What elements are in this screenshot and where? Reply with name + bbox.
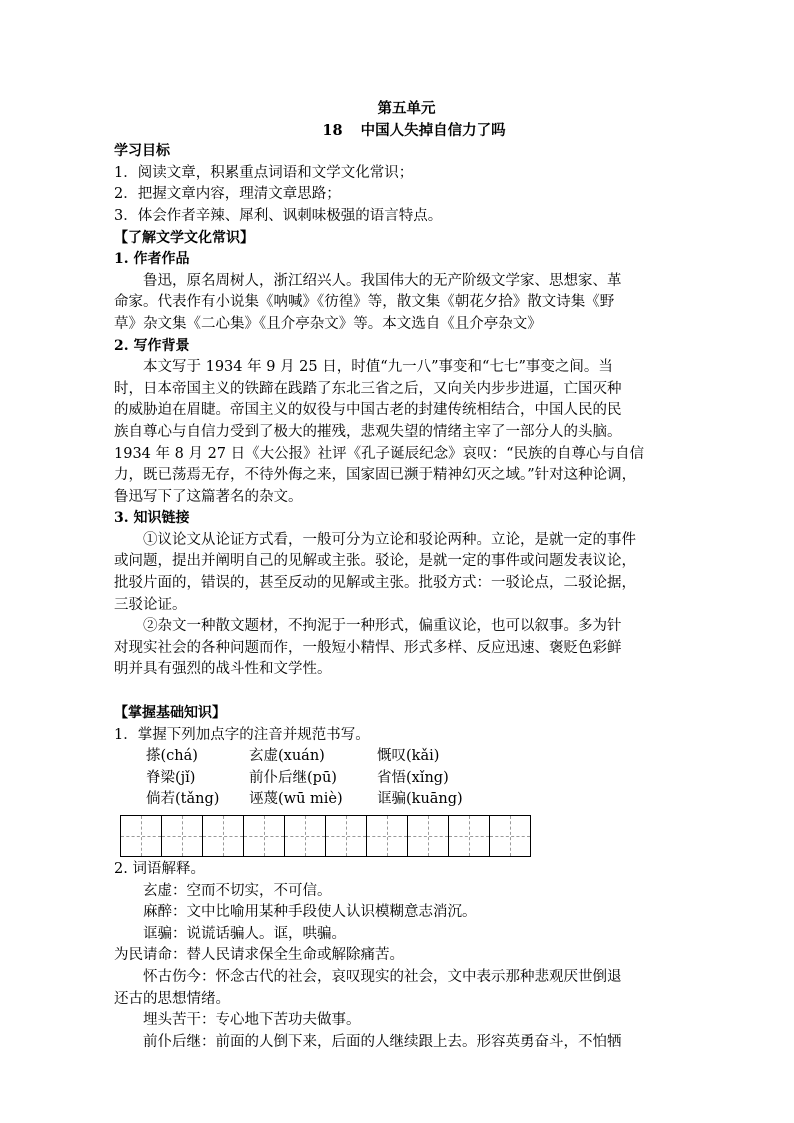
links-line: ②杂文一种散文题材，不拘泥于一种形式，偏重议论，也可以叙事。多为针 <box>143 618 622 635</box>
definition: 前仆后继：前面的人倒下来，后面的人继续跟上去。形容英勇奋斗，不怕牺 <box>143 1033 622 1050</box>
background-line: 本文写于 1934 年 9 月 25 日，时值“九一八”事变和“七七”事变之间。当 <box>143 359 613 376</box>
basics-heading: 【掌握基础知识】 <box>114 705 226 722</box>
writing-cell[interactable] <box>243 815 284 857</box>
background-line: 族自尊心与自信力受到了极大的摧残，悲观失望的情绪主宰了一部分人的头脑。 <box>114 423 622 440</box>
lesson-title <box>144 120 684 142</box>
background-line: 力，既已荡焉无存，不待外侮之来，国家固已濒于精神幻灭之域。”针对这种论调， <box>114 467 637 484</box>
knowledge-heading: 【了解文学文化常识】 <box>114 229 254 246</box>
objective-item: 3．体会作者辛辣、犀利、讽刺味极强的语言特点。 <box>114 207 443 224</box>
background-line: 1934 年 8 月 27 日《大公报》社评《孔子诞辰纪念》哀叹：“民族的自尊心与自信 <box>114 445 645 462</box>
question-1: 1．掌握下列加点字的注音并规范书写。 <box>114 726 370 743</box>
background-line: 鲁迅写下了这篇著名的杂文。 <box>114 488 303 505</box>
background-line: 时，日本帝国主义的铁蹄在践踏了东北三省之后，又向关内步步进逼，亡国灭种 <box>114 380 622 397</box>
writing-cell[interactable] <box>161 815 202 857</box>
links-line: 明并具有强烈的战斗性和文学性。 <box>114 661 332 678</box>
author-heading: 1. 作者作品 <box>114 251 190 268</box>
writing-cell[interactable] <box>489 815 531 857</box>
background-heading: 2. 写作背景 <box>114 337 190 354</box>
pinyin-item: 省悟(xǐng) <box>377 769 449 786</box>
definition: 怀古伤今：怀念古代的社会，哀叹现实的社会，文中表示那种悲观厌世倒退 <box>143 968 622 985</box>
links-line: 对现实社会的各种问题而作，一般短小精悍、形式多样、反应迅速、褒贬色彩鲜 <box>114 639 622 656</box>
pinyin-item: 倘若(tǎng) <box>146 791 220 808</box>
question-2: 2. 词语解释。 <box>114 861 205 877</box>
document-page <box>114 98 684 1053</box>
writing-cell[interactable] <box>448 815 489 857</box>
links-line: 或问题，提出并阐明自己的见解或主张。驳论，是就一定的事件或问题发表议论， <box>114 553 636 570</box>
background-line: 的威胁迫在眉睫。帝国主义的奴役与中国古老的封建传统相结合，中国人民的民 <box>114 402 622 419</box>
pinyin-item: 慨叹(kǎi) <box>377 748 440 765</box>
objectives-heading: 学习目标 <box>114 143 170 160</box>
unit-title: 第五单元 <box>377 100 436 117</box>
definition: 诓骗：说谎话骗人。诓，哄骗。 <box>143 925 346 942</box>
definition: 麻醉：文中比喻用某种手段使人认识模糊意志消沉。 <box>143 904 477 921</box>
author-line: 鲁迅，原名周树人，浙江绍兴人。我国伟大的无产阶级文学家、思想家、革 <box>143 272 622 289</box>
objective-item: 2．把握文章内容，理清文章思路； <box>114 186 341 203</box>
writing-cell[interactable] <box>284 815 325 857</box>
author-line: 草》杂文集《二心集》《且介亭杂文》等。本文选自《且介亭杂文》 <box>114 315 542 332</box>
definition: 埋头苦干：专心地下苦功夫做事。 <box>143 1012 361 1029</box>
writing-cell[interactable] <box>325 815 366 857</box>
definition: 为民请命：替人民请求保全生命或解除痛苦。 <box>114 947 404 964</box>
lesson-number: 18 <box>322 121 343 139</box>
pinyin-item: 诬蔑(wū miè) <box>249 791 343 808</box>
pinyin-item: 脊梁(jǐ) <box>146 769 196 786</box>
writing-cell[interactable] <box>407 815 448 857</box>
pinyin-item: 诓骗(kuāng) <box>377 791 463 808</box>
writing-grid <box>120 815 684 857</box>
pinyin-item: 玄虚(xuán) <box>249 748 325 765</box>
links-line: 批驳片面的，错误的，甚至反动的见解或主张。批驳方式：一驳论点，二驳论据， <box>114 575 636 592</box>
lesson-title-text: 中国人失掉自信力了吗 <box>360 121 506 139</box>
author-line: 命家。代表作有小说集《呐喊》《彷徨》等，散文集《朝花夕拾》散文诗集《野 <box>114 294 615 311</box>
definition: 玄虚：空而不切实，不可信。 <box>143 882 332 899</box>
definition: 还古的思想情绪。 <box>114 990 230 1007</box>
pinyin-row <box>114 746 684 768</box>
pinyin-item: 前仆后继(pū) <box>249 769 337 786</box>
pinyin-row <box>114 789 684 811</box>
objective-item: 1．阅读文章，积累重点词语和文学文化常识； <box>114 164 414 181</box>
writing-cell[interactable] <box>120 815 161 857</box>
links-heading: 3. 知识链接 <box>114 510 190 527</box>
writing-cell[interactable] <box>202 815 243 857</box>
pinyin-item: 搽(chá) <box>146 748 198 765</box>
links-line: 三驳论证。 <box>114 596 187 613</box>
pinyin-row <box>114 768 684 790</box>
writing-cell[interactable] <box>366 815 407 857</box>
links-line: ①议论文从论证方式看，一般可分为立论和驳论两种。立论，是就一定的事件 <box>143 531 636 548</box>
